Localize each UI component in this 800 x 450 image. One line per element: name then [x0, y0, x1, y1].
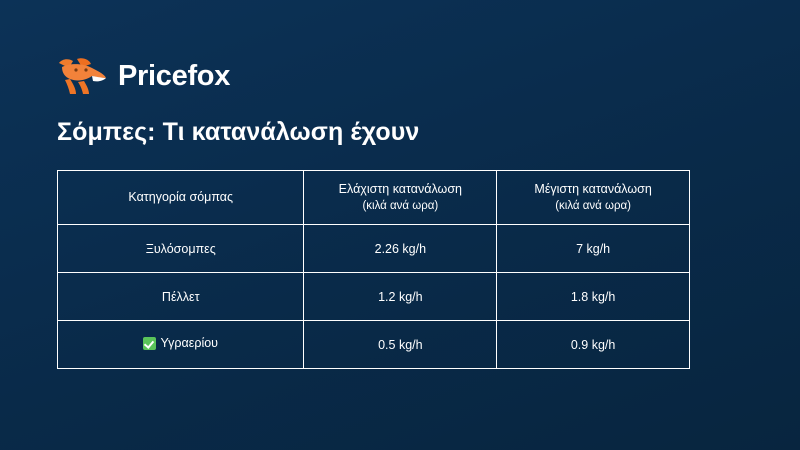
- cell-min: 2.26 kg/h: [304, 225, 497, 273]
- cell-max: 0.9 kg/h: [497, 321, 690, 369]
- table-header-max-unit: (κιλά ανά ωρα): [555, 200, 631, 213]
- table-header-min: [304, 171, 497, 225]
- green-check-icon: [143, 337, 156, 350]
- fox-logo-icon: [56, 56, 108, 96]
- cell-max: 1.8 kg/h: [497, 273, 690, 321]
- cell-min: 1.2 kg/h: [304, 273, 497, 321]
- table-header-max: [497, 171, 690, 225]
- brand-logo: [56, 56, 230, 96]
- table-header-min-unit: (κιλά ανά ωρα): [362, 200, 439, 213]
- brand-name: Pricefox: [118, 59, 231, 92]
- table-header-min-text: Ελάχιστη κατανάλωση: [338, 182, 462, 197]
- cell-category-content: [143, 336, 218, 350]
- page-title: Σόμπες: Τι κατανάλωση έχουν: [57, 118, 420, 146]
- consumption-table: [57, 170, 690, 369]
- cell-category: [58, 321, 304, 369]
- table-header-category-text: Κατηγορία σόμπας: [128, 190, 234, 205]
- cell-category: Πέλλετ: [58, 273, 304, 321]
- cell-min: 0.5 kg/h: [304, 321, 497, 369]
- table-header-category: [58, 171, 304, 225]
- table-header-max-text: Μέγιστη κατανάλωση: [534, 182, 652, 197]
- cell-category-text: Υγραερίου: [160, 336, 219, 351]
- table-row: [58, 321, 690, 369]
- cell-category: Ξυλόσομπες: [58, 225, 304, 273]
- table-row: [58, 273, 690, 321]
- consumption-table-container: [57, 170, 690, 369]
- table-row: [58, 225, 690, 273]
- table-header-row: [58, 171, 690, 225]
- cell-max: 7 kg/h: [497, 225, 690, 273]
